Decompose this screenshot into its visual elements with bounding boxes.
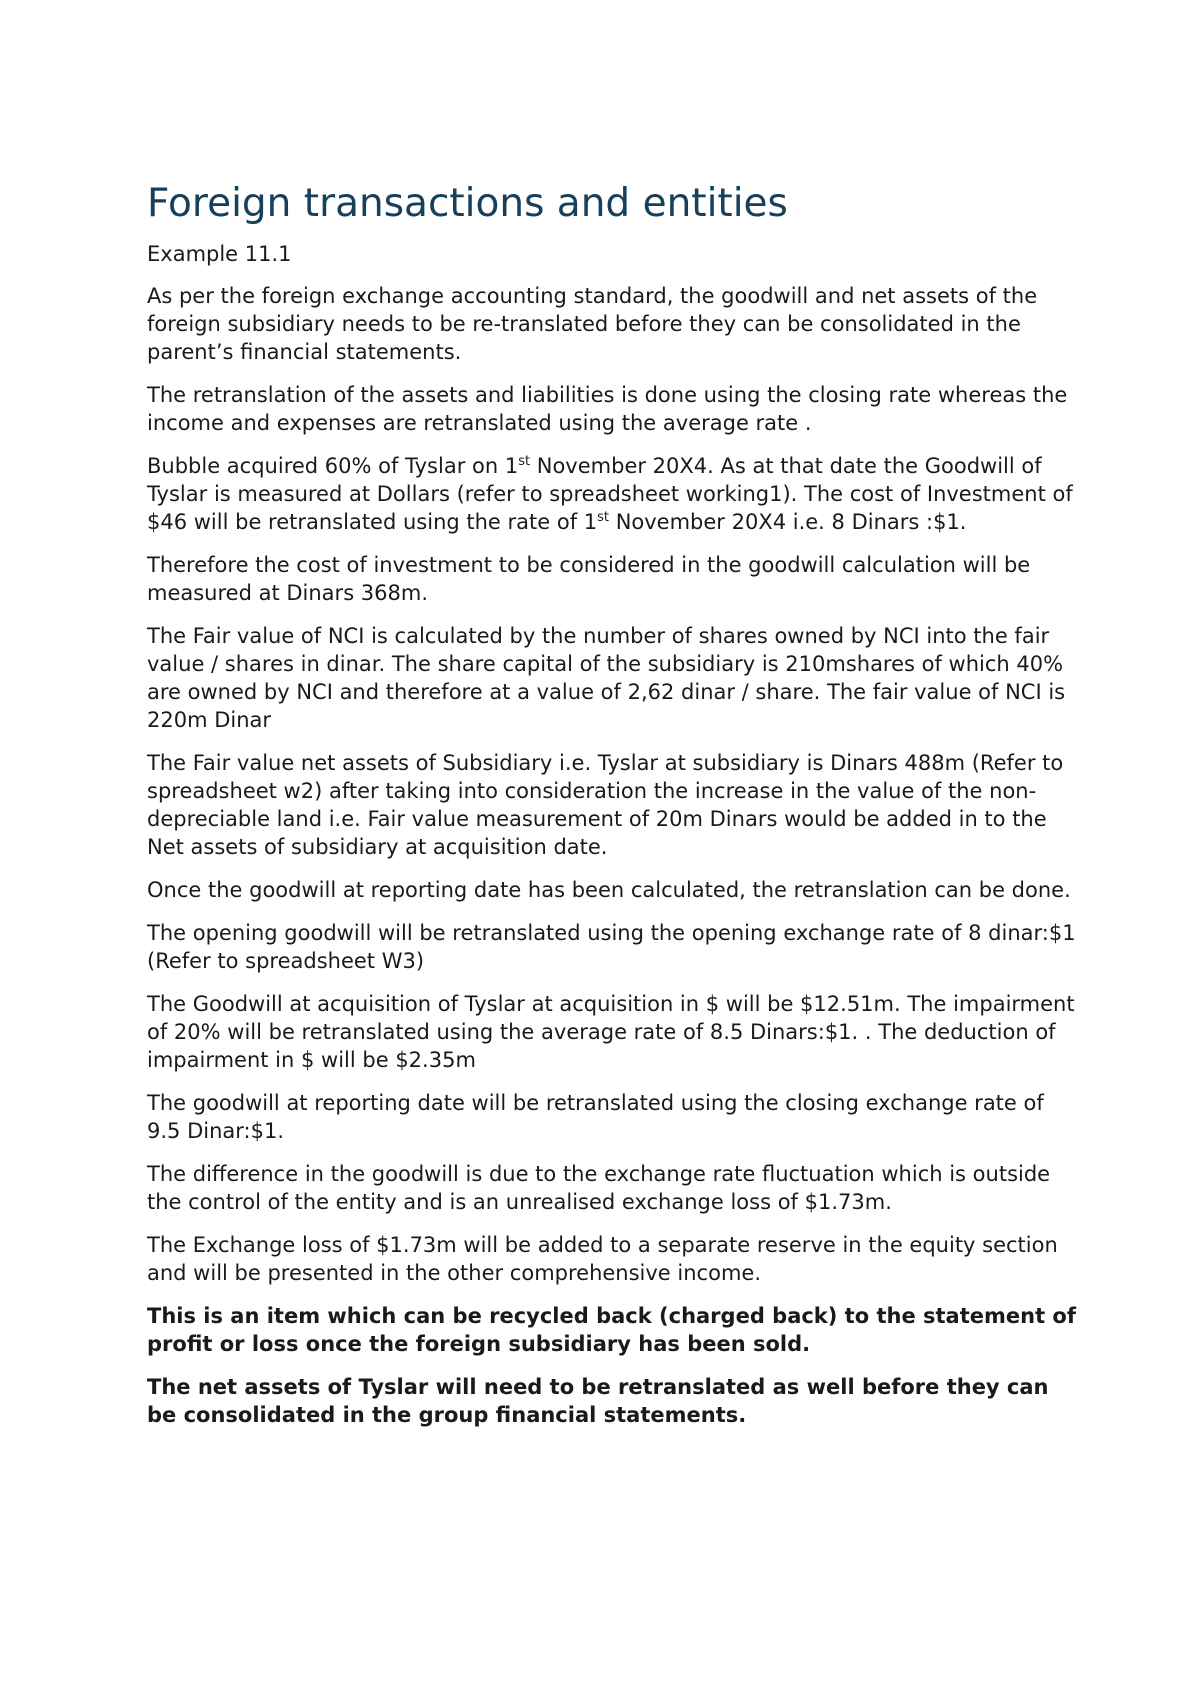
paragraph-4: Therefore the cost of investment to be considered in the goodwill calculation will be measured at Dinars 368m. — [147, 553, 1031, 605]
paragraph-3-part-c: November 20X4 i.e. 8 Dinars :$1. — [609, 510, 967, 534]
paragraph-3-part-a: Bubble acquired 60% of Tyslar on 1 — [147, 454, 519, 478]
paragraph-7: Once the goodwill at reporting date has been calculated, the retranslation can be done. — [147, 878, 1071, 902]
example-label: Example 11.1 — [147, 242, 292, 266]
ordinal-suffix: st — [597, 510, 610, 525]
paragraph-9: The Goodwill at acquisition of Tyslar at acquisition in $ will be $12.51m. The impairment of 20% will be retranslated using the average rate of 8.5 Dinars:$1. . The deduction of impairment in $ will be $2.35m — [147, 992, 1075, 1072]
document-page — [147, 180, 1077, 1444]
document-title: Foreign transactions and entities — [147, 181, 788, 226]
paragraph-6: The Fair value net assets of Subsidiary i.e. Tyslar at subsidiary is Dinars 488m (Refer to spreadsheet w2) after taking into consideration the increase in the value of the non-depreciable land i.e. Fair value measurement of 20m Dinars would be added in to the Net assets of subsidiary at acquisition date. — [147, 751, 1064, 859]
paragraph-3 — [147, 452, 1077, 536]
paragraph-14-bold: The net assets of Tyslar will need to be retranslated as well before they can be consolidated in the group financial statements. — [147, 1375, 1049, 1427]
paragraph-1: As per the foreign exchange accounting standard, the goodwill and net assets of the foreign subsidiary needs to be re-translated before they can be consolidated in the parent’s financial statements. — [147, 284, 1038, 364]
ordinal-suffix: st — [518, 454, 531, 469]
paragraph-8: The opening goodwill will be retranslated using the opening exchange rate of 8 dinar:$1 (Refer to spreadsheet W3) — [147, 921, 1076, 973]
paragraph-11: The difference in the goodwill is due to the exchange rate fluctuation which is outside the control of the entity and is an unrealised exchange loss of $1.73m. — [147, 1162, 1051, 1214]
paragraph-5: The Fair value of NCI is calculated by the number of shares owned by NCI into the fair value / shares in dinar. The share capital of the subsidiary is 210mshares of which 40% are owned by NCI and therefore at a value of 2,62 dinar / share. The fair value of NCI is 220m Dinar — [147, 624, 1066, 732]
paragraph-13-bold: This is an item which can be recycled back (charged back) to the statement of profit or loss once the foreign subsidiary has been sold. — [147, 1304, 1076, 1356]
paragraph-2: The retranslation of the assets and liabilities is done using the closing rate whereas the income and expenses are retranslated using the average rate . — [147, 383, 1068, 435]
paragraph-12: The Exchange loss of $1.73m will be added to a separate reserve in the equity section and will be presented in the other comprehensive income. — [147, 1233, 1058, 1285]
paragraph-3-part-b: November 20X4. As at that date the Goodwill of Tyslar is measured at Dollars (refer to spreadsheet working1). The cost of Investment of $46 will be retranslated using the rate of 1 — [147, 454, 1073, 534]
paragraph-10: The goodwill at reporting date will be retranslated using the closing exchange rate of 9.5 Dinar:$1. — [147, 1091, 1044, 1143]
